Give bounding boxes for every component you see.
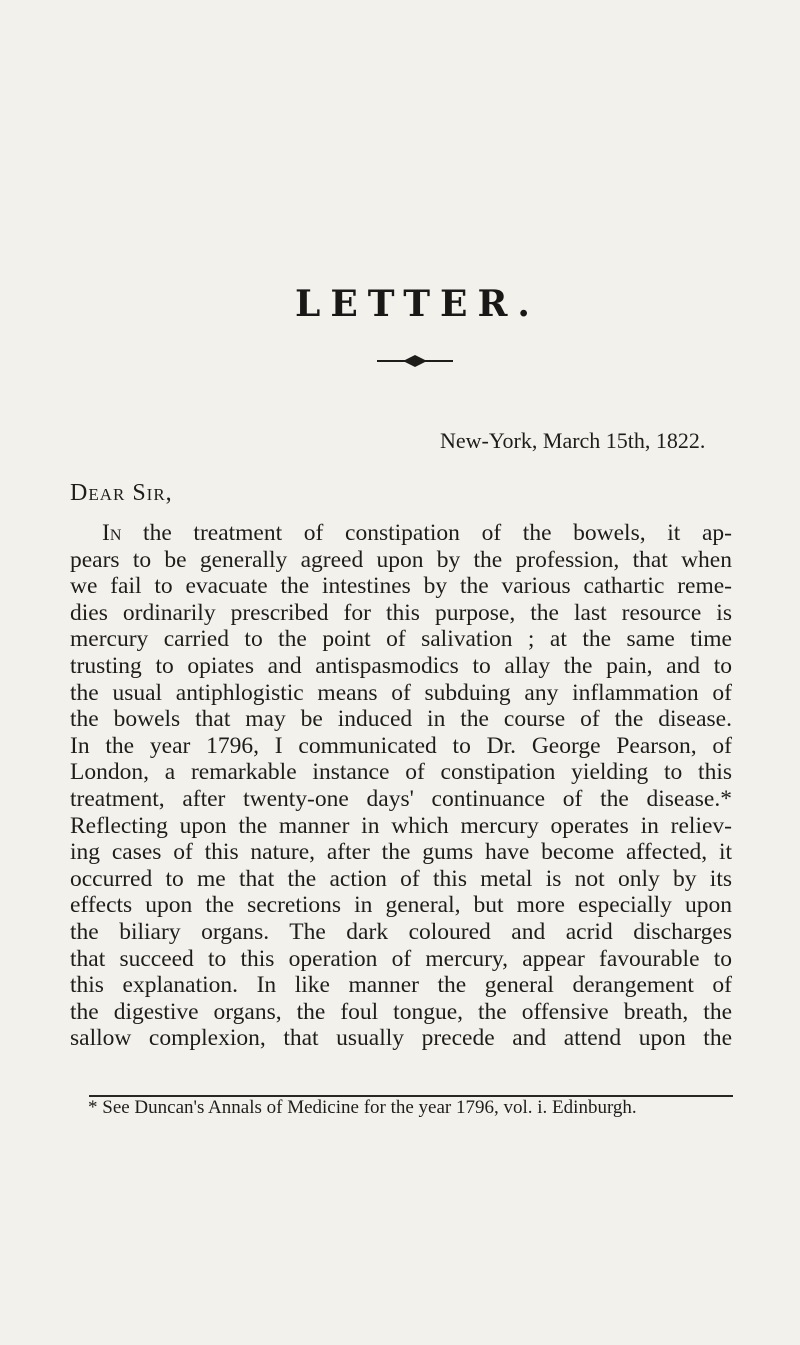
body-line: effects upon the secretions in general, but more especially upon	[70, 892, 732, 919]
body-line: In the year 1796, I communicated to Dr. George Pearson, of	[70, 732, 732, 759]
body-line: the digestive organs, the foul tongue, the offensive breath, the	[70, 998, 732, 1025]
body-line: ing cases of this nature, after the gums have become affected, it	[70, 839, 732, 866]
footnote: * See Duncan's Annals of Medicine for the year 1796, vol. i. Edinburgh.	[88, 1097, 637, 1118]
body-line: Reflecting upon the manner in which mercury operates in reliev-	[70, 812, 732, 839]
body-line: this explanation. In like manner the general derangement of	[70, 972, 732, 999]
body-line-1: In the treatment of constipation of the bowels, it ap-	[102, 520, 732, 546]
body-line: dies ordinarily prescribed for this purpose, the last resource is	[70, 599, 732, 626]
body-line: that succeed to this operation of mercury, appear favourable to	[70, 945, 732, 972]
dateline: New-York, March 15th, 1822.	[440, 428, 706, 453]
body-line: pears to be generally agreed upon by the profession, that when	[70, 546, 732, 573]
body-line: the biliary organs. The dark coloured and acrid discharges	[70, 918, 732, 945]
body-line: occurred to me that the action of this metal is not only by its	[70, 865, 732, 892]
salutation: Dear Sir,	[70, 480, 173, 506]
body-line: sallow complexion, that usually precede and attend upon the	[70, 1025, 732, 1052]
letter-heading: LETTER.	[295, 283, 540, 325]
letter-body	[70, 520, 732, 1052]
ornament-divider-icon	[375, 351, 455, 371]
body-line: mercury carried to the point of salivation ; at the same time	[70, 626, 732, 653]
body-line: the bowels that may be induced in the course of the disease.	[70, 706, 732, 733]
body-line: London, a remarkable instance of constipation yielding to this	[70, 759, 732, 786]
body-line: trusting to opiates and antispasmodics to allay the pain, and to	[70, 652, 732, 679]
body-line: the usual antiphlogistic means of subduing any inflammation of	[70, 679, 732, 706]
body-line: we fail to evacuate the intestines by the various cathartic reme-	[70, 573, 732, 600]
body-line: treatment, after twenty-one days' continuance of the disease.*	[70, 785, 732, 812]
opening-word: In	[102, 520, 122, 546]
